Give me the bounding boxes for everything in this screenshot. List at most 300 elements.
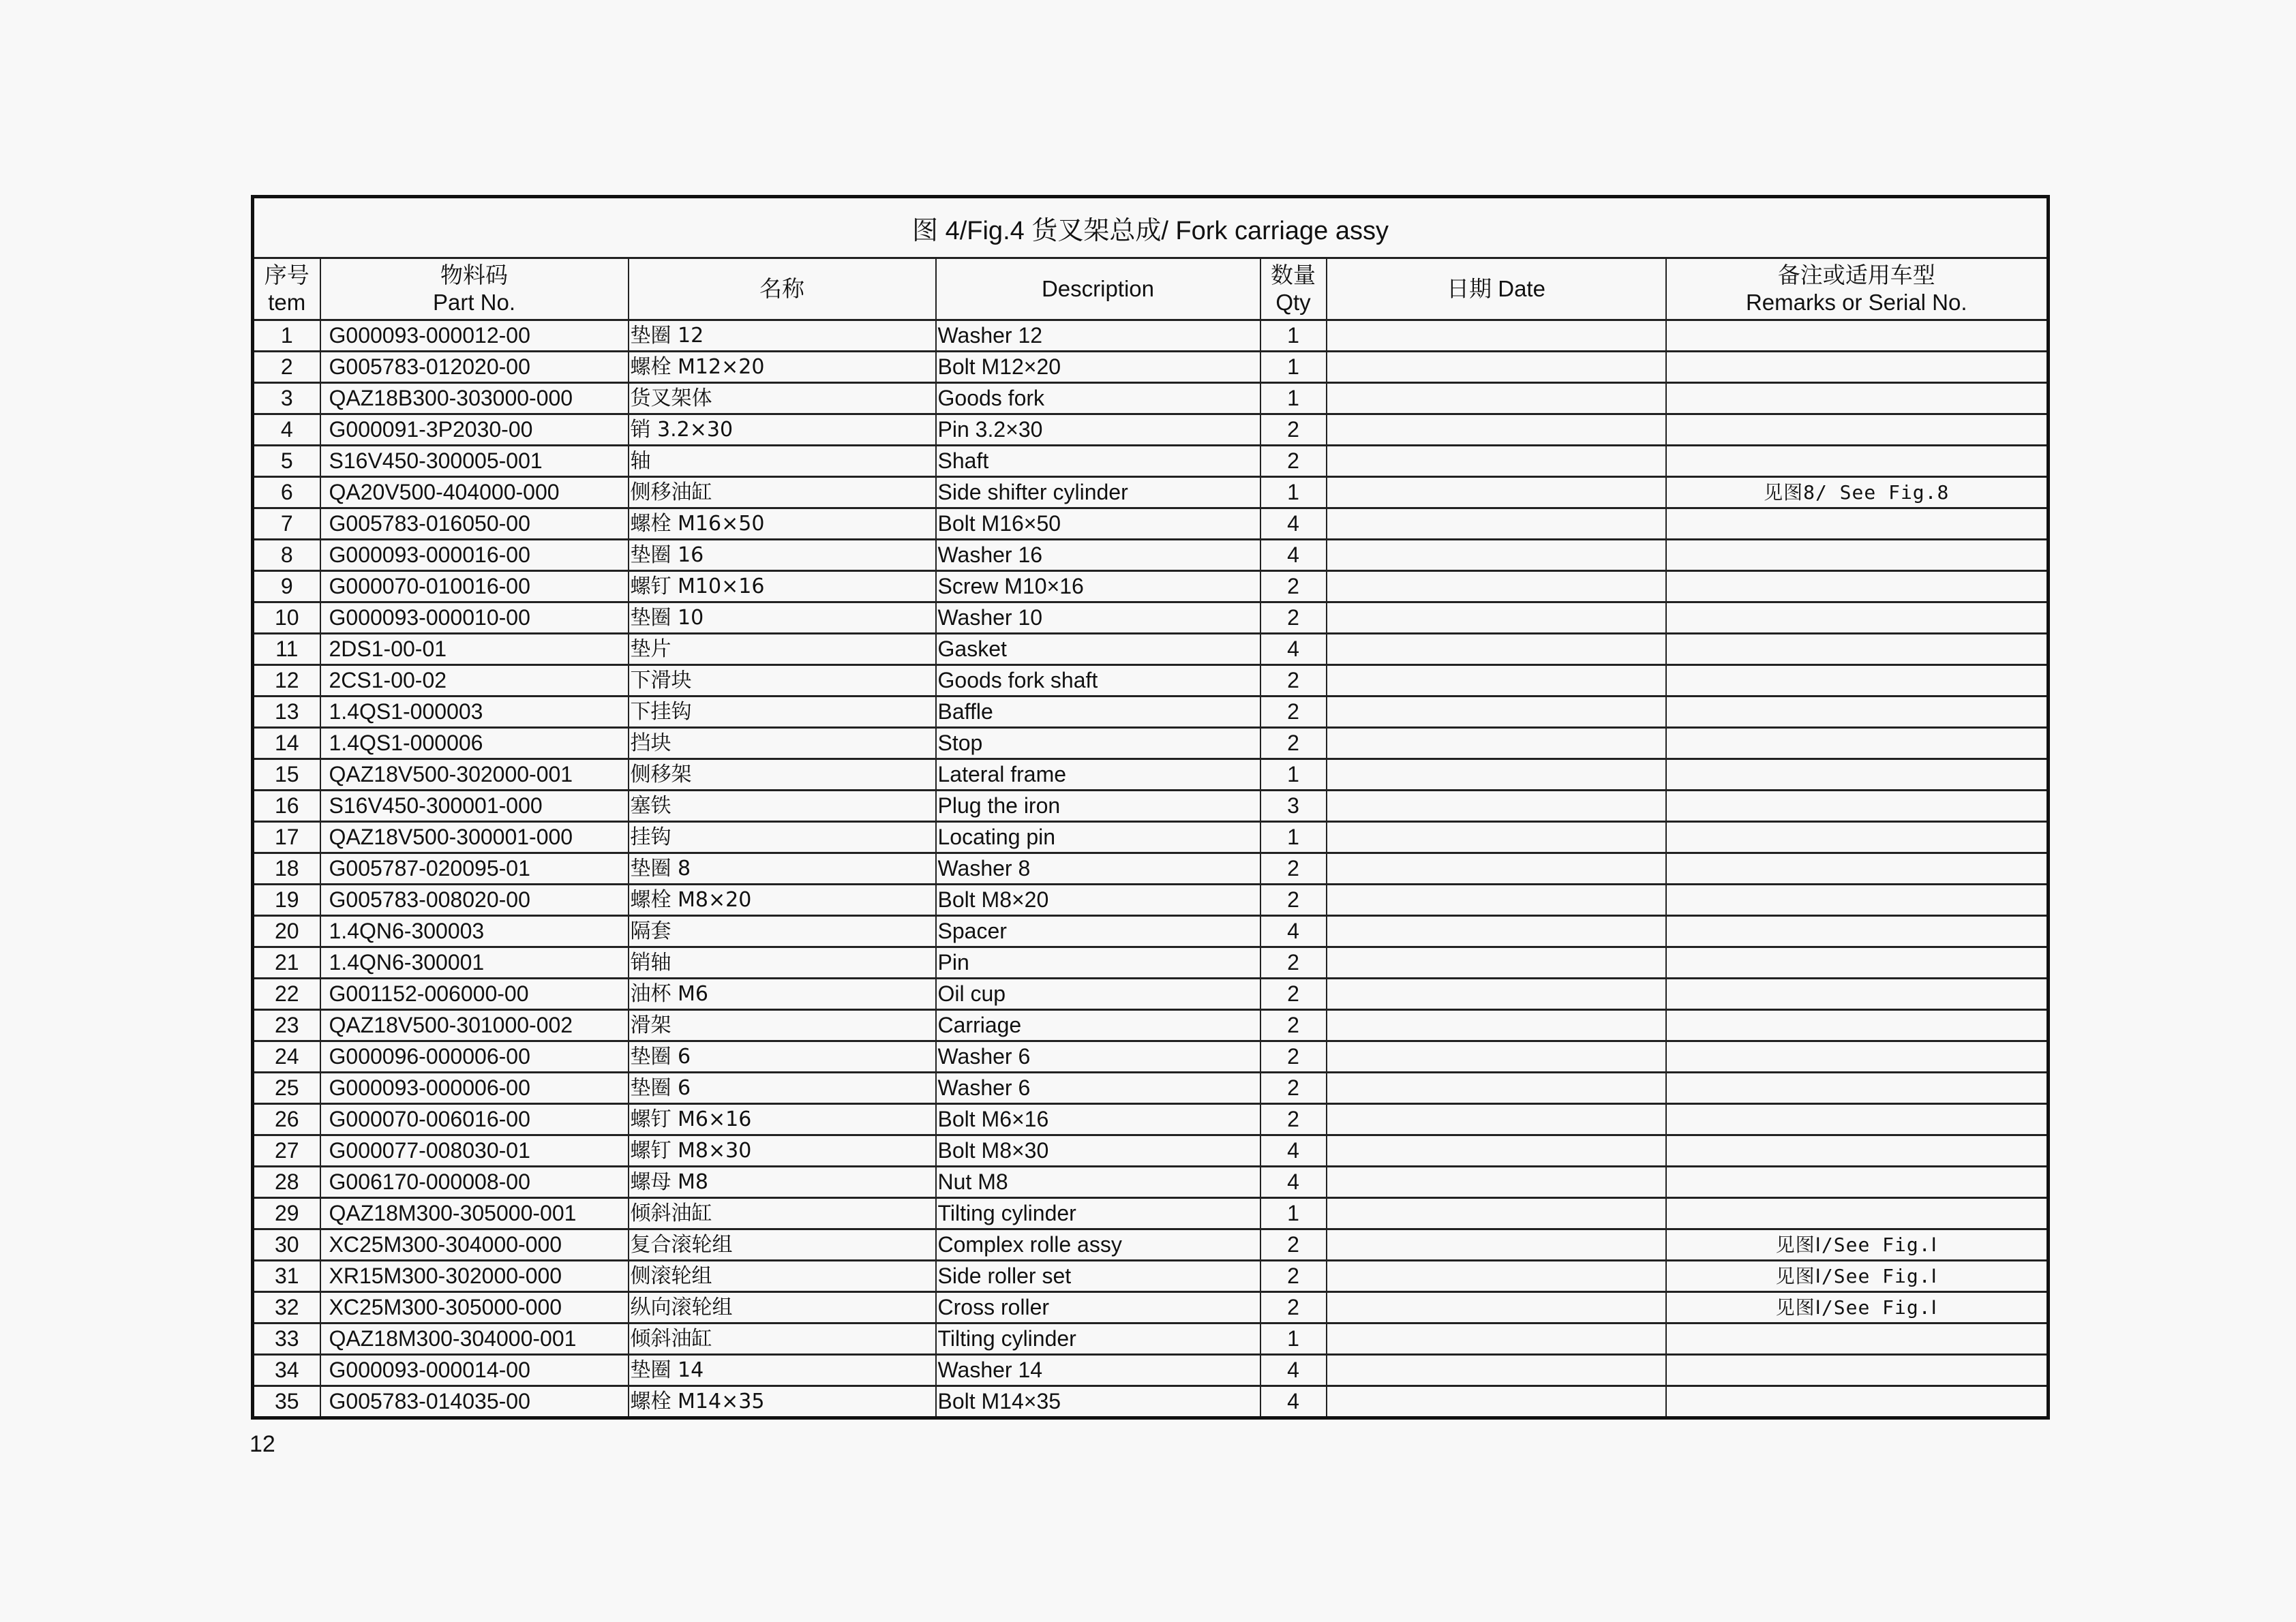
cell-name: 侧移油缸 [629, 477, 936, 508]
cell-name: 螺栓 M14×35 [629, 1386, 936, 1418]
cell-remarks [1666, 916, 2049, 947]
header-remarks-cn: 备注或适用车型 [1777, 262, 1935, 288]
table-row [253, 916, 2049, 947]
table-row [253, 320, 2049, 352]
cell-item: 20 [253, 916, 320, 947]
cell-date [1327, 1355, 1666, 1386]
header-part-no-en: Part No. [432, 290, 516, 315]
cell-remarks [1666, 320, 2049, 352]
cell-qty: 4 [1260, 1355, 1327, 1386]
cell-part-no: 2CS1-00-02 [320, 665, 629, 697]
cell-date [1327, 1323, 1666, 1355]
cell-item: 9 [253, 571, 320, 602]
cell-date [1327, 602, 1666, 634]
cell-part-no: G000093-000006-00 [320, 1073, 629, 1104]
cell-item: 30 [253, 1229, 320, 1261]
cell-part-no: G000093-000014-00 [320, 1355, 629, 1386]
cell-description: Spacer [936, 916, 1260, 947]
cell-remarks [1666, 1167, 2049, 1198]
cell-name: 垫圈 8 [629, 853, 936, 885]
cell-description: Side shifter cylinder [936, 477, 1260, 508]
cell-item: 3 [253, 383, 320, 414]
cell-remarks [1666, 414, 2049, 446]
cell-date [1327, 759, 1666, 791]
cell-qty: 2 [1260, 1104, 1327, 1135]
cell-description: Screw M10×16 [936, 571, 1260, 602]
cell-description: Goods fork [936, 383, 1260, 414]
cell-qty: 1 [1260, 352, 1327, 383]
cell-part-no: G005783-016050-00 [320, 508, 629, 540]
cell-name: 货叉架体 [629, 383, 936, 414]
header-item-cn: 序号 [264, 262, 309, 288]
cell-date [1327, 916, 1666, 947]
cell-date [1327, 1135, 1666, 1167]
cell-qty: 2 [1260, 446, 1327, 477]
cell-item: 25 [253, 1073, 320, 1104]
cell-part-no: G000093-000010-00 [320, 602, 629, 634]
cell-qty: 2 [1260, 1041, 1327, 1073]
cell-date [1327, 697, 1666, 728]
cell-item: 12 [253, 665, 320, 697]
cell-qty: 1 [1260, 1323, 1327, 1355]
cell-item: 16 [253, 791, 320, 822]
cell-qty: 2 [1260, 885, 1327, 916]
cell-item: 23 [253, 1010, 320, 1041]
cell-part-no: G000070-006016-00 [320, 1104, 629, 1135]
cell-description: Tilting cylinder [936, 1323, 1260, 1355]
cell-name: 滑架 [629, 1010, 936, 1041]
header-part-no [320, 258, 629, 320]
cell-name: 挂钩 [629, 822, 936, 853]
cell-date [1327, 634, 1666, 665]
cell-remarks [1666, 979, 2049, 1010]
cell-name: 销轴 [629, 947, 936, 979]
cell-item: 22 [253, 979, 320, 1010]
table-row [253, 1229, 2049, 1261]
cell-qty: 4 [1260, 1386, 1327, 1418]
cell-qty: 2 [1260, 697, 1327, 728]
cell-qty: 2 [1260, 1010, 1327, 1041]
cell-name: 垫圈 14 [629, 1355, 936, 1386]
cell-description: Washer 6 [936, 1041, 1260, 1073]
cell-remarks [1666, 1104, 2049, 1135]
table-row [253, 1167, 2049, 1198]
cell-item: 2 [253, 352, 320, 383]
cell-date [1327, 383, 1666, 414]
cell-item: 1 [253, 320, 320, 352]
table-row [253, 1386, 2049, 1418]
cell-remarks [1666, 1073, 2049, 1104]
parts-table [251, 195, 2050, 1420]
cell-remarks [1666, 571, 2049, 602]
cell-date [1327, 1073, 1666, 1104]
cell-qty: 1 [1260, 320, 1327, 352]
cell-date [1327, 1261, 1666, 1292]
header-remarks [1666, 258, 2049, 320]
cell-qty: 4 [1260, 508, 1327, 540]
cell-part-no: G000093-000016-00 [320, 540, 629, 571]
cell-description: Bolt M16×50 [936, 508, 1260, 540]
parts-table-body [253, 320, 2049, 1418]
cell-name: 螺母 M8 [629, 1167, 936, 1198]
cell-qty: 2 [1260, 947, 1327, 979]
cell-date [1327, 571, 1666, 602]
cell-name: 销 3.2×30 [629, 414, 936, 446]
cell-date [1327, 1104, 1666, 1135]
cell-date [1327, 1229, 1666, 1261]
table-row [253, 1323, 2049, 1355]
cell-remarks [1666, 822, 2049, 853]
cell-part-no: G000093-000012-00 [320, 320, 629, 352]
cell-part-no: QAZ18V500-301000-002 [320, 1010, 629, 1041]
cell-part-no: G001152-006000-00 [320, 979, 629, 1010]
cell-description: Tilting cylinder [936, 1198, 1260, 1229]
header-item [253, 258, 320, 320]
cell-qty: 1 [1260, 822, 1327, 853]
cell-part-no: G000091-3P2030-00 [320, 414, 629, 446]
cell-remarks [1666, 1010, 2049, 1041]
cell-description: Pin 3.2×30 [936, 414, 1260, 446]
cell-name: 下滑块 [629, 665, 936, 697]
cell-date [1327, 352, 1666, 383]
cell-description: Shaft [936, 446, 1260, 477]
cell-remarks [1666, 602, 2049, 634]
table-row [253, 759, 2049, 791]
title-row [253, 197, 2049, 258]
cell-description: Nut M8 [936, 1167, 1260, 1198]
cell-remarks [1666, 1355, 2049, 1386]
cell-remarks [1666, 634, 2049, 665]
cell-date [1327, 320, 1666, 352]
cell-remarks [1666, 697, 2049, 728]
cell-part-no: G000096-000006-00 [320, 1041, 629, 1073]
cell-qty: 4 [1260, 1167, 1327, 1198]
cell-description: Goods fork shaft [936, 665, 1260, 697]
cell-part-no: S16V450-300001-000 [320, 791, 629, 822]
header-row [253, 258, 2049, 320]
cell-description: Washer 12 [936, 320, 1260, 352]
table-row [253, 665, 2049, 697]
cell-name: 螺栓 M16×50 [629, 508, 936, 540]
cell-item: 18 [253, 853, 320, 885]
cell-description: Stop [936, 728, 1260, 759]
table-row [253, 477, 2049, 508]
cell-description: Locating pin [936, 822, 1260, 853]
cell-part-no: XC25M300-305000-000 [320, 1292, 629, 1323]
cell-item: 21 [253, 947, 320, 979]
cell-date [1327, 853, 1666, 885]
cell-qty: 2 [1260, 979, 1327, 1010]
cell-date [1327, 822, 1666, 853]
cell-name: 螺栓 M12×20 [629, 352, 936, 383]
table-row [253, 446, 2049, 477]
cell-remarks [1666, 446, 2049, 477]
page-number: 12 [250, 1431, 275, 1457]
cell-item: 26 [253, 1104, 320, 1135]
cell-qty: 2 [1260, 602, 1327, 634]
cell-part-no: 1.4QS1-000003 [320, 697, 629, 728]
cell-part-no: 1.4QN6-300003 [320, 916, 629, 947]
cell-name: 垫圈 10 [629, 602, 936, 634]
cell-remarks [1666, 947, 2049, 979]
cell-name: 油杯 M6 [629, 979, 936, 1010]
cell-qty: 4 [1260, 634, 1327, 665]
cell-date [1327, 728, 1666, 759]
cell-remarks: 见图Ⅰ/See Fig.Ⅰ [1666, 1261, 2049, 1292]
cell-description: Gasket [936, 634, 1260, 665]
cell-item: 13 [253, 697, 320, 728]
cell-name: 垫圈 6 [629, 1041, 936, 1073]
cell-qty: 2 [1260, 1073, 1327, 1104]
parts-list-sheet [251, 195, 2046, 1420]
cell-part-no: S16V450-300005-001 [320, 446, 629, 477]
cell-remarks [1666, 1041, 2049, 1073]
cell-name: 螺钉 M10×16 [629, 571, 936, 602]
cell-description: Washer 6 [936, 1073, 1260, 1104]
cell-item: 32 [253, 1292, 320, 1323]
cell-part-no: QAZ18B300-303000-000 [320, 383, 629, 414]
table-row [253, 728, 2049, 759]
cell-qty: 2 [1260, 665, 1327, 697]
cell-description: Washer 8 [936, 853, 1260, 885]
cell-qty: 2 [1260, 853, 1327, 885]
cell-item: 33 [253, 1323, 320, 1355]
cell-description: Bolt M6×16 [936, 1104, 1260, 1135]
header-date: 日期 Date [1327, 258, 1666, 320]
table-row [253, 853, 2049, 885]
cell-remarks [1666, 1198, 2049, 1229]
cell-item: 31 [253, 1261, 320, 1292]
cell-date [1327, 665, 1666, 697]
cell-remarks: 见图Ⅰ/See Fig.Ⅰ [1666, 1229, 2049, 1261]
cell-name: 挡块 [629, 728, 936, 759]
cell-part-no: QAZ18V500-302000-001 [320, 759, 629, 791]
cell-item: 24 [253, 1041, 320, 1073]
cell-item: 5 [253, 446, 320, 477]
table-row [253, 383, 2049, 414]
cell-part-no: G005783-014035-00 [320, 1386, 629, 1418]
cell-name: 倾斜油缸 [629, 1323, 936, 1355]
cell-description: Carriage [936, 1010, 1260, 1041]
cell-name: 侧滚轮组 [629, 1261, 936, 1292]
cell-qty: 2 [1260, 1229, 1327, 1261]
cell-date [1327, 1198, 1666, 1229]
table-row [253, 947, 2049, 979]
cell-name: 复合滚轮组 [629, 1229, 936, 1261]
cell-item: 35 [253, 1386, 320, 1418]
cell-description: Lateral frame [936, 759, 1260, 791]
cell-item: 7 [253, 508, 320, 540]
cell-date [1327, 508, 1666, 540]
cell-description: Side roller set [936, 1261, 1260, 1292]
cell-remarks [1666, 665, 2049, 697]
cell-part-no: G000077-008030-01 [320, 1135, 629, 1167]
cell-description: Pin [936, 947, 1260, 979]
cell-remarks [1666, 383, 2049, 414]
cell-remarks [1666, 352, 2049, 383]
cell-date [1327, 947, 1666, 979]
cell-part-no: QAZ18M300-304000-001 [320, 1323, 629, 1355]
cell-remarks: 见图8/ See Fig.8 [1666, 477, 2049, 508]
cell-part-no: G005787-020095-01 [320, 853, 629, 885]
cell-name: 垫片 [629, 634, 936, 665]
table-row [253, 1010, 2049, 1041]
cell-description: Plug the iron [936, 791, 1260, 822]
cell-remarks [1666, 791, 2049, 822]
cell-qty: 1 [1260, 383, 1327, 414]
table-row [253, 791, 2049, 822]
header-qty-en: Qty [1275, 290, 1311, 315]
cell-description: Bolt M14×35 [936, 1386, 1260, 1418]
cell-date [1327, 1010, 1666, 1041]
cell-name: 下挂钩 [629, 697, 936, 728]
cell-date [1327, 414, 1666, 446]
table-row [253, 602, 2049, 634]
cell-date [1327, 791, 1666, 822]
cell-name: 螺钉 M6×16 [629, 1104, 936, 1135]
cell-name: 纵向滚轮组 [629, 1292, 936, 1323]
cell-remarks [1666, 1323, 2049, 1355]
table-row [253, 885, 2049, 916]
cell-qty: 4 [1260, 916, 1327, 947]
cell-part-no: 1.4QN6-300001 [320, 947, 629, 979]
figure-title: 图 4/Fig.4 货叉架总成/ Fork carriage assy [253, 197, 2049, 258]
cell-name: 螺栓 M8×20 [629, 885, 936, 916]
cell-qty: 3 [1260, 791, 1327, 822]
cell-name: 轴 [629, 446, 936, 477]
cell-item: 4 [253, 414, 320, 446]
table-row [253, 508, 2049, 540]
cell-date [1327, 446, 1666, 477]
header-qty-cn: 数量 [1271, 262, 1316, 288]
cell-qty: 2 [1260, 571, 1327, 602]
table-row [253, 414, 2049, 446]
cell-qty: 4 [1260, 540, 1327, 571]
cell-part-no: 2DS1-00-01 [320, 634, 629, 665]
cell-qty: 2 [1260, 414, 1327, 446]
cell-qty: 1 [1260, 477, 1327, 508]
table-row [253, 1135, 2049, 1167]
cell-item: 29 [253, 1198, 320, 1229]
cell-part-no: G005783-012020-00 [320, 352, 629, 383]
cell-date [1327, 540, 1666, 571]
table-row [253, 1355, 2049, 1386]
cell-item: 8 [253, 540, 320, 571]
table-row [253, 352, 2049, 383]
table-row [253, 822, 2049, 853]
table-row [253, 540, 2049, 571]
table-row [253, 1041, 2049, 1073]
cell-remarks [1666, 853, 2049, 885]
table-row [253, 979, 2049, 1010]
cell-item: 11 [253, 634, 320, 665]
cell-qty: 1 [1260, 759, 1327, 791]
cell-remarks [1666, 1386, 2049, 1418]
cell-part-no: QAZ18V500-300001-000 [320, 822, 629, 853]
cell-remarks [1666, 540, 2049, 571]
table-row [253, 1073, 2049, 1104]
cell-name: 垫圈 12 [629, 320, 936, 352]
cell-date [1327, 885, 1666, 916]
table-row [253, 571, 2049, 602]
cell-part-no: G000070-010016-00 [320, 571, 629, 602]
cell-item: 27 [253, 1135, 320, 1167]
cell-date [1327, 1167, 1666, 1198]
cell-qty: 4 [1260, 1135, 1327, 1167]
cell-item: 17 [253, 822, 320, 853]
cell-name: 侧移架 [629, 759, 936, 791]
cell-description: Bolt M8×30 [936, 1135, 1260, 1167]
cell-remarks [1666, 759, 2049, 791]
cell-part-no: XR15M300-302000-000 [320, 1261, 629, 1292]
cell-part-no: G005783-008020-00 [320, 885, 629, 916]
header-description: Description [936, 258, 1260, 320]
cell-description: Washer 14 [936, 1355, 1260, 1386]
table-row [253, 1198, 2049, 1229]
cell-description: Oil cup [936, 979, 1260, 1010]
cell-remarks [1666, 508, 2049, 540]
cell-item: 19 [253, 885, 320, 916]
cell-description: Complex rolle assy [936, 1229, 1260, 1261]
header-part-no-cn: 物料码 [440, 262, 508, 288]
cell-description: Washer 16 [936, 540, 1260, 571]
cell-qty: 2 [1260, 728, 1327, 759]
table-row [253, 1104, 2049, 1135]
cell-date [1327, 1386, 1666, 1418]
cell-part-no: QA20V500-404000-000 [320, 477, 629, 508]
cell-name: 隔套 [629, 916, 936, 947]
cell-name: 塞铁 [629, 791, 936, 822]
cell-date [1327, 1041, 1666, 1073]
cell-part-no: G006170-000008-00 [320, 1167, 629, 1198]
cell-date [1327, 979, 1666, 1010]
cell-part-no: 1.4QS1-000006 [320, 728, 629, 759]
cell-name: 垫圈 16 [629, 540, 936, 571]
cell-date [1327, 477, 1666, 508]
cell-item: 14 [253, 728, 320, 759]
header-item-en: tem [268, 290, 306, 315]
table-row [253, 634, 2049, 665]
cell-qty: 2 [1260, 1292, 1327, 1323]
cell-description: Baffle [936, 697, 1260, 728]
cell-description: Washer 10 [936, 602, 1260, 634]
cell-description: Bolt M8×20 [936, 885, 1260, 916]
header-qty [1260, 258, 1327, 320]
cell-remarks [1666, 1135, 2049, 1167]
cell-remarks [1666, 728, 2049, 759]
table-row [253, 1292, 2049, 1323]
cell-description: Bolt M12×20 [936, 352, 1260, 383]
cell-item: 15 [253, 759, 320, 791]
cell-item: 6 [253, 477, 320, 508]
cell-date [1327, 1292, 1666, 1323]
header-name: 名称 [629, 258, 936, 320]
cell-name: 螺钉 M8×30 [629, 1135, 936, 1167]
cell-description: Cross roller [936, 1292, 1260, 1323]
cell-remarks [1666, 885, 2049, 916]
cell-qty: 1 [1260, 1198, 1327, 1229]
cell-part-no: QAZ18M300-305000-001 [320, 1198, 629, 1229]
cell-part-no: XC25M300-304000-000 [320, 1229, 629, 1261]
cell-qty: 2 [1260, 1261, 1327, 1292]
cell-item: 10 [253, 602, 320, 634]
table-row [253, 697, 2049, 728]
cell-item: 28 [253, 1167, 320, 1198]
cell-name: 倾斜油缸 [629, 1198, 936, 1229]
cell-item: 34 [253, 1355, 320, 1386]
header-remarks-en: Remarks or Serial No. [1745, 290, 1967, 315]
table-row [253, 1261, 2049, 1292]
